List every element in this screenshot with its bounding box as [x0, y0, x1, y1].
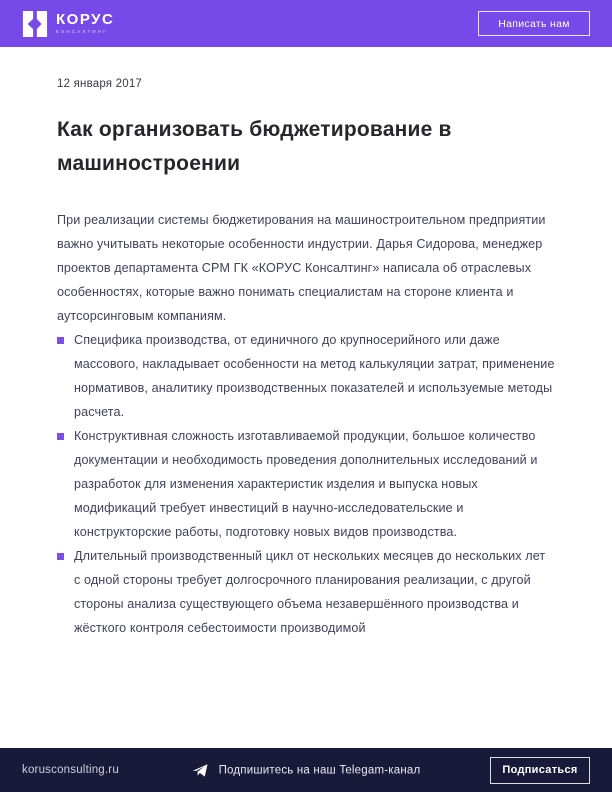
footer	[0, 748, 612, 792]
telegram-promo-text: Подпишитесь на наш Telegam-канал	[218, 764, 421, 776]
korus-logo[interactable]	[22, 11, 114, 37]
bullet-item	[57, 424, 555, 544]
telegram-promo	[192, 762, 421, 779]
bullet-item-text: Конструктивная сложность изготавливаемой продукции, большое количество документации и необходимость проведения дополнительных исследований и разработок для изменения характеристик изделия и выпуска новых модификаций требует инвестиций в научно-исследовательские и конструкторские работы, подготовку новых видов производства.	[74, 429, 538, 539]
telegram-plane-icon	[192, 762, 209, 779]
article	[57, 47, 555, 640]
logo-subtitle: КОНСАЛТИНГ	[56, 29, 108, 35]
contact-button[interactable]: Написать нам	[478, 11, 590, 36]
footer-site-link[interactable]: korusconsulting.ru	[22, 764, 119, 776]
article-intro: При реализации системы бюджетирования на машиностроительном предприятии важно учитывать некоторые особенности индустрии. Дарья Сидорова, менеджер проектов департамента CPM ГК «КОРУС Консалтинг» написала об отраслевых особенностях, которые важно понимать специалистам на стороне клиента и аутсорсинговым компаниям.	[57, 213, 546, 323]
bullet-list	[57, 328, 555, 640]
article-title: Как организовать бюджетирование в машиностроении	[57, 118, 452, 175]
header	[0, 0, 612, 47]
bullet-item	[57, 544, 555, 640]
article-date: 12 января 2017	[57, 78, 143, 90]
bullet-item-text: Специфика производства, от единичного до крупносерийного или даже массового, накладывает особенности на метод калькуляции затрат, применение нормативов, аналитику производственных показателей и используемые методы расчета.	[74, 333, 555, 419]
logo-title: КОРУС	[56, 11, 115, 29]
bullet-item	[57, 328, 555, 424]
logo-text	[56, 12, 114, 35]
bullet-item-text: Длительный производственный цикл от нескольких месяцев до нескольких лет с одной стороны требует долгосрочного планирования реализации, с другой стороны анализа существующего объема незавершённого производства и жёсткого контроля себестоимости производимой	[74, 549, 546, 635]
korus-logo-icon	[22, 11, 48, 37]
subscribe-button[interactable]: Подписаться	[490, 757, 590, 784]
